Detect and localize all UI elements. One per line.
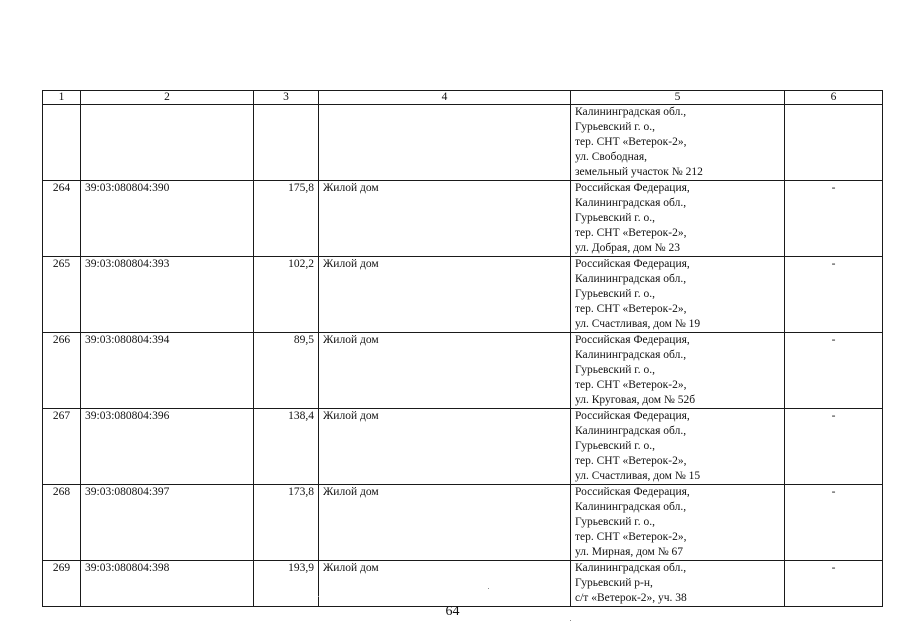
row-number: 266 (43, 333, 81, 409)
row-number: 265 (43, 257, 81, 333)
address-line: Гурьевский г. о., (575, 288, 655, 300)
table-header (43, 91, 883, 105)
address (571, 257, 785, 333)
note: - (785, 333, 883, 409)
address-line: Российская Федерация, (575, 258, 690, 270)
cadastral-number: 39:03:080804:390 (81, 181, 254, 257)
object-name (319, 105, 571, 181)
address-line: Российская Федерация, (575, 334, 690, 346)
address-line: Калининградская обл., (575, 501, 687, 513)
cadastral-number: 39:03:080804:396 (81, 409, 254, 485)
cadastral-number: 39:03:080804:394 (81, 333, 254, 409)
address-line: с/т «Ветерок-2», уч. 38 (575, 592, 687, 604)
address-line: Калининградская обл., (575, 425, 687, 437)
address-line: Гурьевский г. о., (575, 516, 655, 528)
address-line: Гурьевский г. о., (575, 121, 655, 133)
address-line: тер. СНТ «Ветерок-2», (575, 227, 687, 239)
address-line: Российская Федерация, (575, 410, 690, 422)
address (571, 409, 785, 485)
object-name: Жилой дом (319, 485, 571, 561)
table-body (43, 105, 883, 607)
address-line: Калининградская обл., (575, 273, 687, 285)
address-line: ул. Счастливая, дом № 19 (575, 318, 701, 330)
object-name: Жилой дом (319, 257, 571, 333)
address-line: ул. Свободная, (575, 151, 648, 163)
area-value: 193,9 (254, 561, 319, 607)
address-line: тер. СНТ «Ветерок-2», (575, 455, 687, 467)
column-header-6: 6 (785, 91, 883, 105)
address-line: земельный участок № 212 (575, 166, 703, 178)
scan-speck (318, 596, 319, 597)
column-header-3: 3 (254, 91, 319, 105)
table-row (43, 181, 883, 257)
property-table (42, 90, 883, 607)
column-header-5: 5 (571, 91, 785, 105)
scan-speck (488, 588, 489, 589)
address-line: Гурьевский г. о., (575, 440, 655, 452)
address-line: Калининградская обл., (575, 562, 687, 574)
cadastral-number: 39:03:080804:393 (81, 257, 254, 333)
table-row (43, 485, 883, 561)
note: - (785, 181, 883, 257)
column-header-2: 2 (81, 91, 254, 105)
scan-speck (570, 620, 571, 621)
address-line: ул. Счастливая, дом № 15 (575, 470, 701, 482)
note (785, 105, 883, 181)
address-line: ул. Круговая, дом № 52б (575, 394, 696, 406)
note: - (785, 561, 883, 607)
row-number: 267 (43, 409, 81, 485)
area-value: 89,5 (254, 333, 319, 409)
table-row (43, 333, 883, 409)
page-number: 64 (445, 604, 460, 619)
address-line: тер. СНТ «Ветерок-2», (575, 379, 687, 391)
area-value: 173,8 (254, 485, 319, 561)
object-name: Жилой дом (319, 409, 571, 485)
header-row (43, 91, 883, 105)
address-line: Калининградская обл., (575, 197, 687, 209)
area-value (254, 105, 319, 181)
address-line: тер. СНТ «Ветерок-2», (575, 136, 687, 148)
row-number: 268 (43, 485, 81, 561)
address-line: Гурьевский г. о., (575, 364, 655, 376)
address-line: Гурьевский г. о., (575, 212, 655, 224)
table-row (43, 257, 883, 333)
area-value: 175,8 (254, 181, 319, 257)
row-number: 269 (43, 561, 81, 607)
address (571, 105, 785, 181)
cadastral-number: 39:03:080804:397 (81, 485, 254, 561)
table-row (43, 409, 883, 485)
area-value: 138,4 (254, 409, 319, 485)
note: - (785, 257, 883, 333)
object-name: Жилой дом (319, 181, 571, 257)
address-line: Калининградская обл., (575, 349, 687, 361)
row-number (43, 105, 81, 181)
note: - (785, 409, 883, 485)
cadastral-number (81, 105, 254, 181)
address-line: Калининградская обл., (575, 106, 687, 118)
table-row (43, 105, 883, 181)
address-line: Российская Федерация, (575, 486, 690, 498)
address (571, 333, 785, 409)
column-header-1: 1 (43, 91, 81, 105)
address-line: Гурьевский р-н, (575, 577, 653, 589)
row-number: 264 (43, 181, 81, 257)
area-value: 102,2 (254, 257, 319, 333)
column-header-4: 4 (319, 91, 571, 105)
address-line: ул. Добрая, дом № 23 (575, 242, 680, 254)
address (571, 181, 785, 257)
address (571, 485, 785, 561)
address-line: тер. СНТ «Ветерок-2», (575, 531, 687, 543)
cadastral-number: 39:03:080804:398 (81, 561, 254, 607)
address (571, 561, 785, 607)
address-line: Российская Федерация, (575, 182, 690, 194)
note: - (785, 485, 883, 561)
address-line: тер. СНТ «Ветерок-2», (575, 303, 687, 315)
table-row (43, 561, 883, 607)
object-name: Жилой дом (319, 561, 571, 607)
address-line: ул. Мирная, дом № 67 (575, 546, 684, 558)
object-name: Жилой дом (319, 333, 571, 409)
